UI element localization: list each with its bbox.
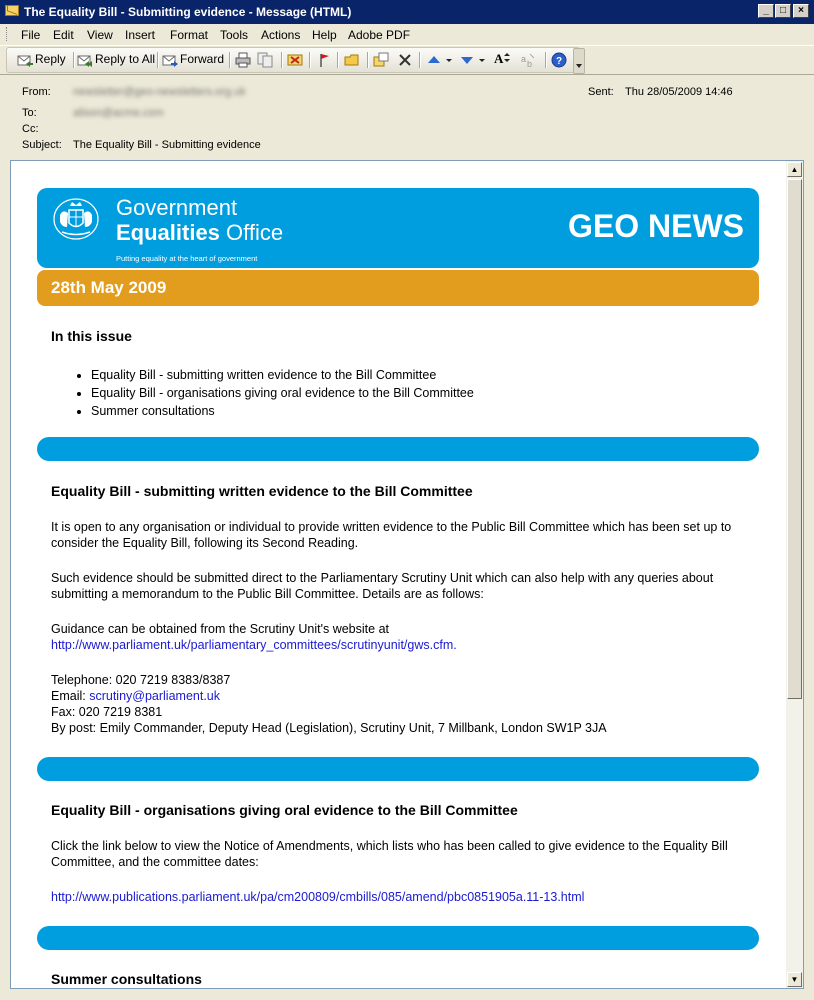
message-header: [0, 74, 814, 160]
previous-item-icon[interactable]: [426, 52, 442, 68]
toolbar-separator: [229, 52, 231, 68]
org-tagline: Putting equality at the heart of government: [116, 254, 258, 263]
notice-of-amendments-link[interactable]: http://www.publications.parliament.uk/pa/cm200809/cmbills/085/amend/pbc0851905a.11-13.html: [51, 890, 585, 904]
section-divider: [37, 926, 759, 950]
paragraph: Guidance can be obtained from the Scrutiny Unit's website at: [51, 622, 389, 636]
move-to-folder-icon[interactable]: [287, 52, 303, 68]
chevron-down-icon[interactable]: [444, 52, 454, 68]
print-icon[interactable]: [235, 52, 251, 68]
list-item: • Equality Bill - submitting written evidence to the Bill Committee: [91, 366, 474, 384]
paragraph: It is open to any organisation or individual to provide written evidence to the Public Bill Committee which has been set up to consider the Equality Bill, following its Second Reading.: [51, 520, 732, 550]
paragraph: Such evidence should be submitted direct to the Parliamentary Scrutiny Unit which can also help with any queries about submitting a memorandum to the Public Bill Committee. Details are as follows:: [51, 571, 714, 601]
sent-value: Thu 28/05/2009 14:46: [625, 86, 733, 98]
menu-tools[interactable]: Tools: [220, 28, 249, 42]
section-divider: [37, 757, 759, 781]
section-divider: [37, 437, 759, 461]
section-heading-summer-consultations: Summer consultations: [51, 971, 202, 987]
from-value[interactable]: newsletter@geo-newsletters.org.uk: [73, 86, 246, 98]
chevron-down-icon: [575, 63, 583, 69]
chevron-down-icon[interactable]: [477, 52, 487, 68]
to-value[interactable]: alison@acme.com: [73, 107, 164, 119]
reply-icon: [17, 52, 33, 68]
from-label: From:: [22, 86, 51, 98]
menu-file[interactable]: File: [21, 28, 41, 42]
toolbar-separator: [157, 52, 159, 68]
window-title: The Equality Bill - Submitting evidence - Message (HTML): [24, 5, 352, 19]
issue-date-bar: [37, 270, 759, 306]
issue-date: 28th May 2009: [51, 278, 167, 297]
spelling-icon[interactable]: [520, 52, 536, 68]
scroll-up-button[interactable]: ▲: [787, 162, 802, 177]
minimize-button[interactable]: _: [758, 4, 774, 18]
svg-text:a: a: [521, 54, 527, 64]
reply-all-button[interactable]: Reply to All: [95, 52, 156, 66]
forward-button[interactable]: Forward: [180, 52, 225, 66]
toolbar-separator: [419, 52, 421, 68]
toolbar-overflow-button[interactable]: [573, 48, 585, 74]
org-name-line1: Government: [116, 195, 238, 220]
menu-format[interactable]: Format: [170, 28, 209, 42]
fax-line: Fax: 020 7219 8381: [51, 705, 163, 719]
menu-bar: [0, 24, 814, 44]
toolbar-separator: [281, 52, 283, 68]
toolbar-separator: [367, 52, 369, 68]
scroll-down-button[interactable]: ▼: [787, 972, 802, 987]
open-folder-icon[interactable]: [344, 52, 360, 68]
svg-text:?: ?: [556, 56, 563, 67]
newsletter: [11, 161, 787, 988]
copy-icon[interactable]: [257, 52, 273, 68]
scrutiny-unit-link[interactable]: http://www.parliament.uk/parliamentary_committees/scrutinyunit/gws.cfm.: [51, 638, 457, 652]
menu-adobe-pdf[interactable]: Adobe PDF: [348, 28, 411, 42]
menu-actions[interactable]: Actions: [261, 28, 301, 42]
title-bar: [0, 0, 814, 24]
font-size-arrows-icon: [503, 51, 511, 67]
svg-text:b: b: [527, 59, 533, 68]
org-name-line2: [116, 220, 283, 246]
help-icon[interactable]: [551, 52, 567, 68]
flag-icon[interactable]: [316, 52, 332, 68]
move-icon[interactable]: [373, 52, 389, 68]
scroll-thumb[interactable]: [787, 179, 802, 699]
standard-toolbar: [6, 47, 580, 73]
reply-button[interactable]: Reply: [35, 52, 66, 66]
toolbar-separator: [73, 52, 75, 68]
paragraph: Click the link below to view the Notice of Amendments, which lists who has been called to give evidence to the Equality Bill Committee, and the committee dates:: [51, 839, 728, 869]
masthead-title: GEO NEWS: [567, 208, 744, 244]
telephone-line: Telephone: 020 7219 8383/8387: [51, 673, 231, 687]
list-item: • Equality Bill - organisations giving oral evidence to the Bill Committee: [91, 384, 474, 402]
subject-value: The Equality Bill - Submitting evidence: [73, 139, 261, 151]
newsletter-banner: [37, 188, 759, 268]
menu-insert[interactable]: Insert: [125, 28, 156, 42]
menu-grip: [6, 27, 10, 41]
org-name-rest: Office: [219, 220, 284, 245]
maximize-button[interactable]: □: [775, 4, 791, 18]
cc-label: Cc:: [22, 123, 39, 135]
list-item: • Summer consultations: [91, 402, 474, 420]
post-line: By post: Emily Commander, Deputy Head (Legislation), Scrutiny Unit, 7 Millbank, London SW1P 3JA: [51, 721, 607, 735]
toolbar-separator: [545, 52, 547, 68]
royal-crest-icon: [52, 197, 100, 241]
in-this-issue-heading: In this issue: [51, 328, 132, 344]
section-heading-oral-evidence: Equality Bill - organisations giving oral evidence to the Bill Committee: [51, 802, 518, 818]
subject-label: Subject:: [22, 139, 62, 151]
reply-all-icon: [77, 52, 93, 68]
toolbar-separator: [337, 52, 339, 68]
toolbar: [0, 45, 814, 75]
menu-help[interactable]: Help: [312, 28, 337, 42]
section-heading-written-evidence: Equality Bill - submitting written evidence to the Bill Committee: [51, 483, 473, 499]
vertical-scrollbar[interactable]: [786, 161, 803, 988]
org-name-bold: Equalities: [116, 220, 220, 245]
menu-edit[interactable]: Edit: [53, 28, 74, 42]
issue-list: [51, 366, 474, 420]
close-button[interactable]: ×: [793, 4, 809, 18]
email-label: Email:: [51, 689, 90, 703]
menu-view[interactable]: View: [87, 28, 113, 42]
delete-icon[interactable]: [397, 52, 413, 68]
toolbar-separator: [309, 52, 311, 68]
to-label: To:: [22, 107, 37, 119]
email-line: [51, 688, 751, 704]
next-item-icon[interactable]: [459, 52, 475, 68]
envelope-icon: [5, 5, 19, 16]
font-size-icon[interactable]: A: [494, 51, 504, 66]
forward-icon: [162, 52, 178, 68]
message-body[interactable]: [10, 160, 804, 989]
email-link[interactable]: scrutiny@parliament.uk: [89, 689, 220, 703]
sent-label: Sent:: [588, 86, 614, 98]
